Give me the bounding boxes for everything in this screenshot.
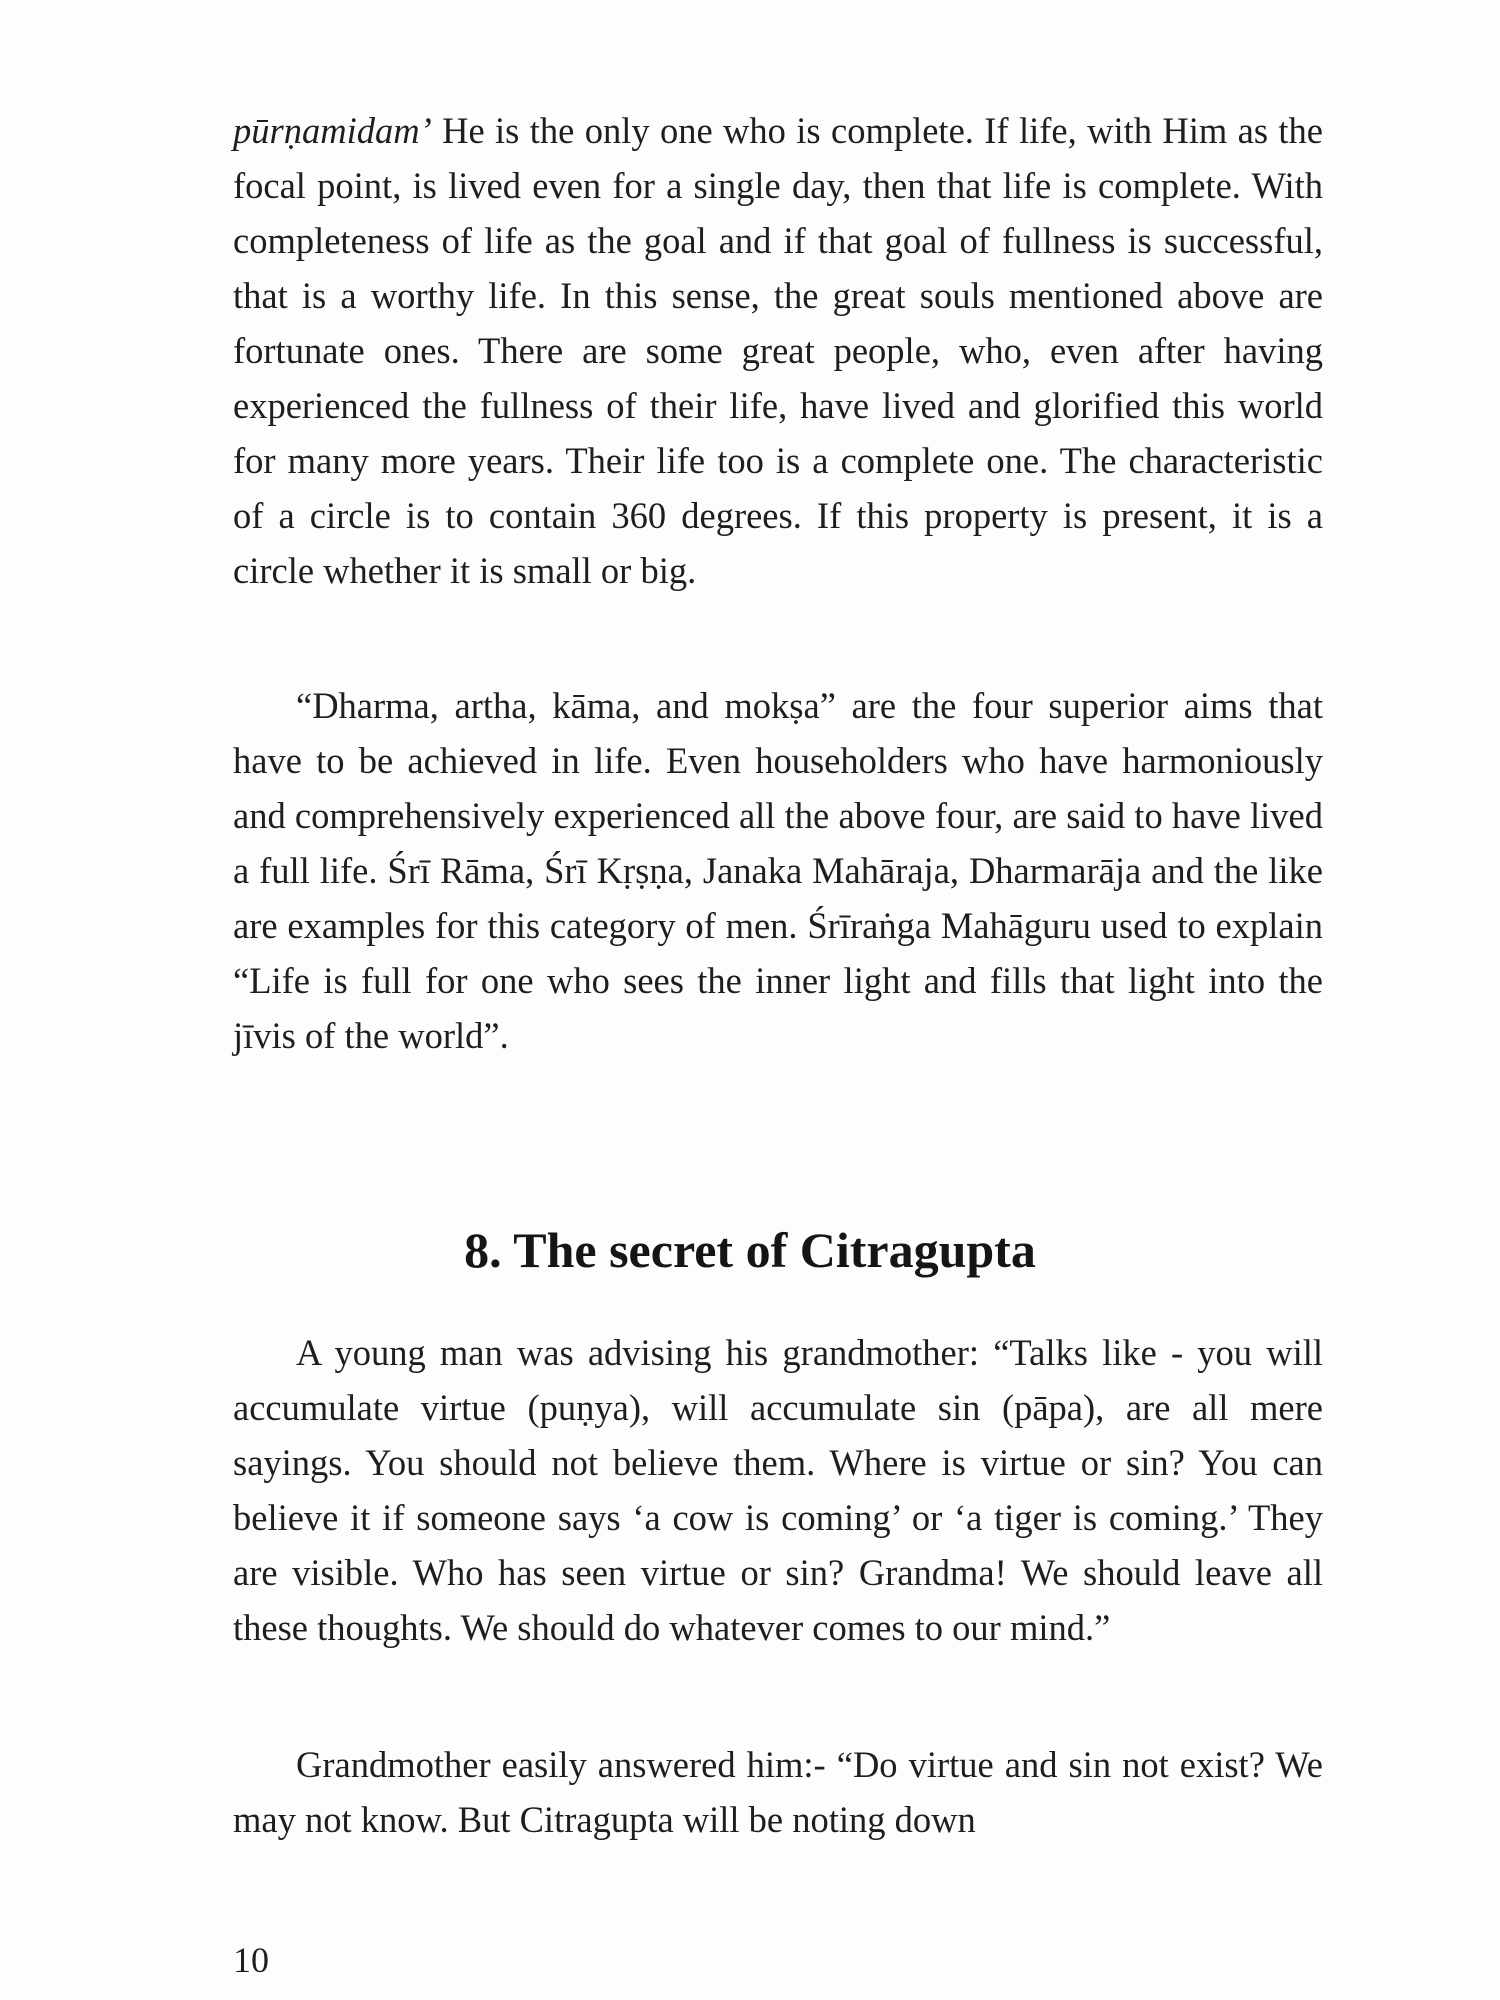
grandmother-paragraph: Grandmother easily answered him:- “Do virtue and sin not exist? We may not know. But Citragupta will be noting down <box>233 1743 1323 1840</box>
page-number: 10 <box>233 1940 269 1980</box>
purusharthas-paragraph: “Dharma, artha, kāma, and mokṣa” are the four superior aims that have to be achieved in life. Even householders who have harmoniously and comprehensively experienced all the above four, are said to have lived a full life. Śrī Rāma, Śrī Kṛṣṇa, Janaka Mahāraja, Dharmarāja and the like are examples for this category of men. Śrīraṅga Mahāguru used to explain “Life is full for one who sees the inner light and fills that light into the jīvis of the world”. <box>233 684 1323 1056</box>
young-man-paragraph: A young man was advising his grandmother: “Talks like - you will accumulate virtue (puṇya), will accumulate sin (pāpa), are all mere sayings. You should not believe them. Where is virtue or sin? You can believe it if someone says ‘a cow is coming’ or ‘a tiger is coming.’ They are visible. Who has seen virtue or sin? Grandma! We should leave all these thoughts. We should do whatever comes to our mind.” <box>233 1331 1323 1648</box>
opening-paragraph-text: He is the only one who is complete. If life, with Him as the focal point, is lived even for a single day, then that life is complete. With completeness of life as the goal and if that goal of fullness is successful, that is a worthy life. In this sense, the great souls mentioned above are fortunate ones. There are some great people, who, even after having experienced the fullness of their life, have lived and glorified this world for many more years. Their life too is a complete one. The characteristic of a circle is to contain 360 degrees. If this property is present, it is a circle whether it is small or big. <box>233 109 1323 591</box>
italic-sanskrit-term: pūrṇamidam’ <box>233 109 432 151</box>
section-heading: 8. The secret of Citragupta <box>464 1221 1036 1278</box>
opening-paragraph <box>233 103 1323 598</box>
